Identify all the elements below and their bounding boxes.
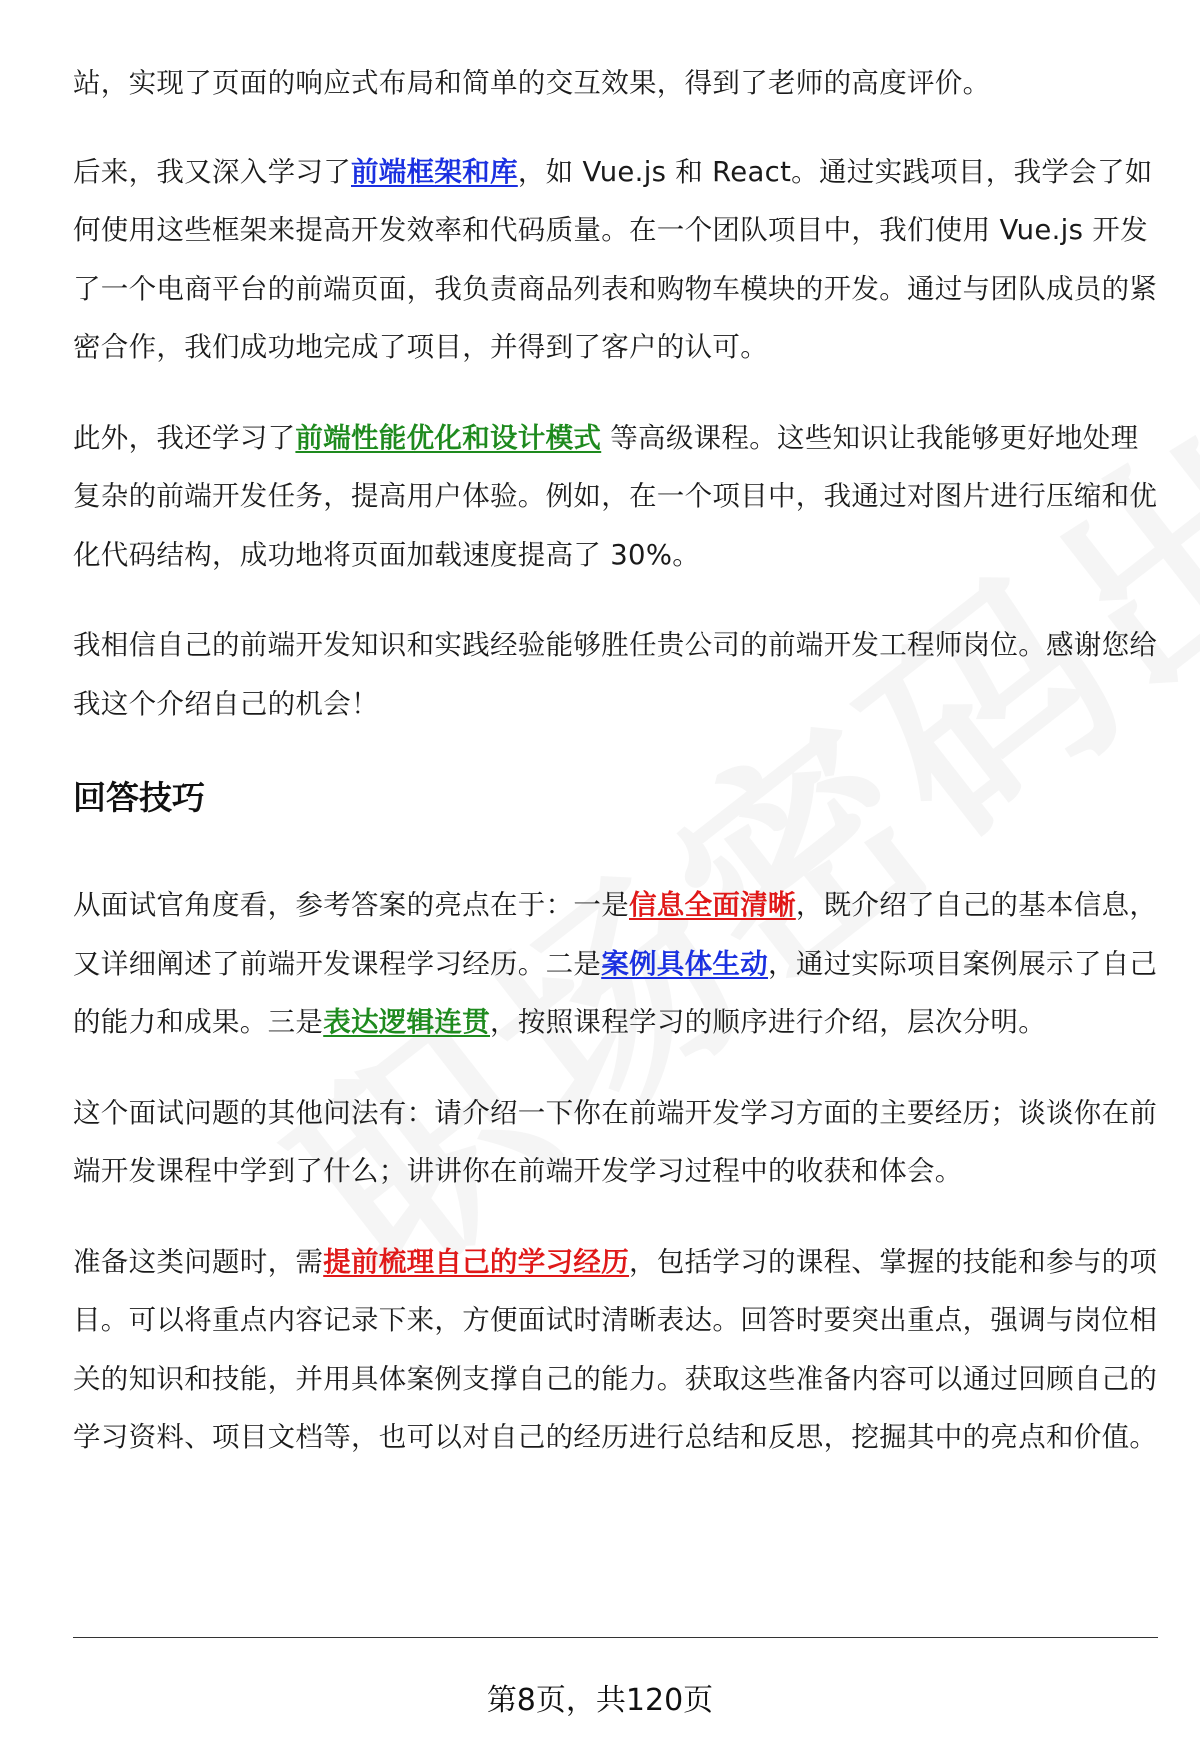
paragraph-frameworks: [73, 143, 1158, 377]
paragraph-text: ，通过实际项目案例展示了自己的能力和成果。三是: [73, 947, 1158, 1038]
tip-paragraph-highlights: [73, 876, 1158, 1052]
paragraph-text: 站，实现了页面的响应式布局和简单的交互效果，得到了老师的高度评价。: [73, 67, 991, 99]
highlight-case-vivid: 案例具体生动: [601, 947, 769, 980]
paragraph-continued: [73, 54, 1158, 113]
paragraph-text: ，如 Vue.js 和 React。通过实践项目，我学会了如何使用这些框架来提高开发效率和代码质量。在一个团队项目中，我们使用 Vue.js 开发了一个电商平台的前端页面，我负责商品列表和购物车模块的开发。通过与团队成员的紧密合作，我们成功地完成了项目，并得到了客户的认可。: [73, 155, 1158, 363]
paragraph-text: ，既介绍了自己的基本信息，又详细阐述了前端开发课程学习经历。二是: [73, 889, 1158, 980]
paragraph-text: 我相信自己的前端开发知识和实践经验能够胜任贵公司的前端开发工程师岗位。感谢您给我这个介绍自己的机会！: [73, 629, 1158, 720]
paragraph-text: ，包括学习的课程、掌握的技能和参与的项目。可以将重点内容记录下来，方便面试时清晰表达。回答时要突出重点，强调与岗位相关的知识和技能，并用具体案例支撑自己的能力。获取这些准备内容可以通过回顾自己的学习资料、项目文档等，也可以对自己的经历进行总结和反思，挖掘其中的亮点和价值。: [73, 1245, 1158, 1453]
page-number: 第8页，共120页: [486, 1683, 714, 1718]
main-content: [73, 54, 1158, 1467]
paragraph-text: 等高级课程。这些知识让我能够更好地处理复杂的前端开发任务，提高用户体验。例如，在一个项目中，我通过对图片进行压缩和优化代码结构，成功地将页面加载速度提高了 30%。: [73, 421, 1158, 571]
paragraph-text: 后来，我又深入学习了: [73, 155, 351, 188]
paragraph-text: ，按照课程学习的顺序进行介绍，层次分明。: [490, 1006, 1047, 1038]
highlight-frameworks: 前端框架和库: [351, 155, 518, 188]
highlight-performance: 前端性能优化和设计模式: [295, 421, 602, 454]
paragraph-text: 准备这类问题时，需: [73, 1245, 324, 1278]
paragraph-performance: [73, 409, 1158, 585]
highlight-prepare: 提前梳理自己的学习经历: [323, 1245, 630, 1278]
highlight-logic-coherent: 表达逻辑连贯: [323, 1006, 491, 1038]
highlight-info-clear: 信息全面清晰: [629, 889, 796, 921]
tip-paragraph-preparation: [73, 1233, 1158, 1467]
paragraph-text: 此外，我还学习了: [73, 421, 296, 454]
section-heading: 回答技巧: [73, 778, 205, 817]
paragraph-text: 从面试官角度看，参考答案的亮点在于：一是: [73, 889, 629, 921]
footer-divider: [73, 1637, 1158, 1638]
paragraph-text: 这个面试问题的其他问法有：请介绍一下你在前端开发学习方面的主要经历；谈谈你在前端开发课程中学到了什么；讲讲你在前端开发学习过程中的收获和体会。: [73, 1096, 1158, 1187]
paragraph-conclusion: [73, 616, 1158, 733]
tip-paragraph-alternatives: [73, 1084, 1158, 1201]
